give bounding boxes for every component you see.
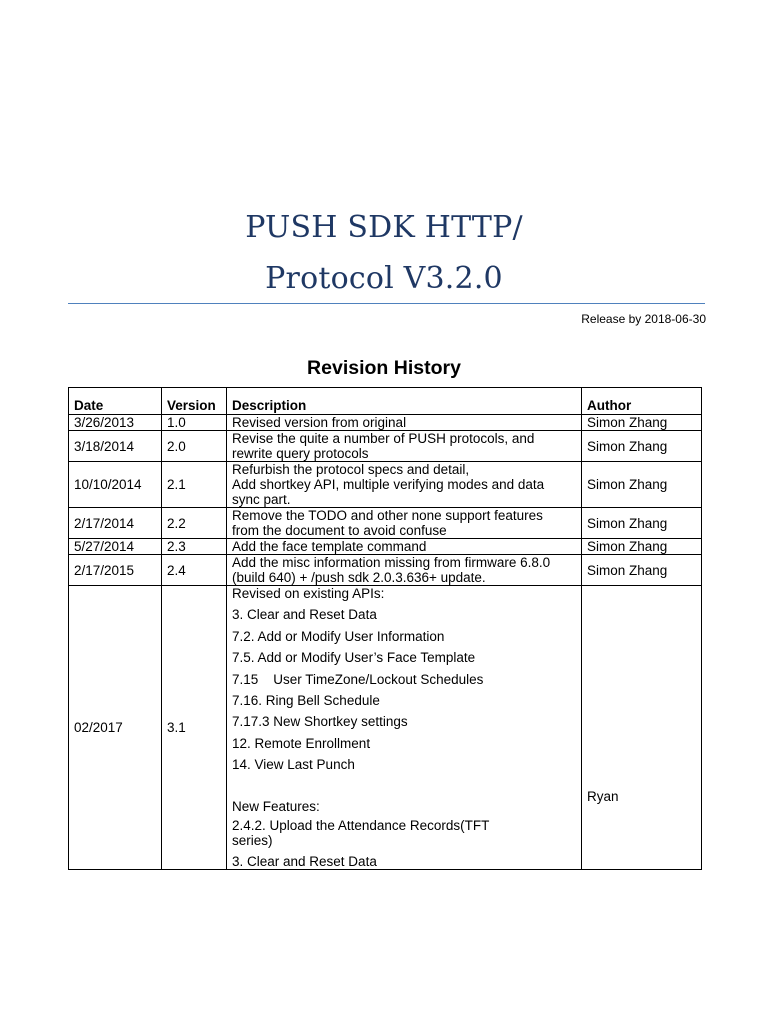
revised-item: 7.17.3 New Shortkey settings [232, 714, 408, 730]
row-author: Simon Zhang [582, 555, 702, 586]
revised-item: 3. Clear and Reset Data [232, 607, 377, 623]
row-date: 3/26/2013 [69, 415, 162, 431]
row-version: 2.4 [162, 555, 227, 586]
header-date: Date [69, 388, 162, 415]
row-description [227, 586, 582, 870]
new-feature-item-continued: series) [232, 832, 273, 848]
row-date: 10/10/2014 [69, 462, 162, 508]
table-header-row [69, 388, 702, 415]
author-name: Ryan [587, 789, 619, 805]
title-divider [68, 303, 705, 304]
row-author: Simon Zhang [582, 508, 702, 539]
row-date: 2/17/2014 [69, 508, 162, 539]
row-version: 1.0 [162, 415, 227, 431]
description-line: Add the misc information missing from firmware 6.8.0 [232, 555, 551, 570]
description-line: Add the face template command [232, 539, 427, 554]
revised-item: 7.15 User TimeZone/Lockout Schedules [232, 671, 484, 687]
table-row [69, 415, 702, 431]
description-line: Revised version from original [232, 415, 407, 430]
row-author: Simon Zhang [582, 539, 702, 555]
row-author [582, 586, 702, 870]
row-description [227, 462, 582, 508]
description-line: Refurbish the protocol specs and detail, [232, 462, 470, 477]
table-row [69, 508, 702, 539]
row-description [227, 431, 582, 462]
revision-history-table [68, 387, 702, 870]
description-line: Revise the quite a number of PUSH protocols, and [232, 431, 535, 446]
spacer [232, 779, 576, 799]
release-date: Release by 2018-06-30 [581, 312, 706, 326]
description-intro: Revised on existing APIs: [232, 586, 385, 601]
row-version: 2.1 [162, 462, 227, 508]
revised-item: 12. Remote Enrollment [232, 735, 371, 751]
row-date: 3/18/2014 [69, 431, 162, 462]
table-row [69, 431, 702, 462]
description-line: (build 640) + /push sdk 2.0.3.636+ update. [232, 570, 486, 585]
row-author: Simon Zhang [582, 415, 702, 431]
document-title-line-2: Protocol V3.2.0 [265, 261, 503, 296]
header-author: Author [582, 388, 702, 415]
header-description: Description [227, 388, 582, 415]
header-version: Version [162, 388, 227, 415]
table-row [69, 539, 702, 555]
new-feature-item: 3. Clear and Reset Data [232, 853, 377, 869]
row-version: 2.2 [162, 508, 227, 539]
table-row [69, 555, 702, 586]
row-author: Simon Zhang [582, 462, 702, 508]
description-line: Add shortkey API, multiple verifying modes and data [232, 477, 545, 492]
row-author: Simon Zhang [582, 431, 702, 462]
description-line: Remove the TODO and other none support features [232, 508, 543, 523]
row-date: 5/27/2014 [69, 539, 162, 555]
table-row [69, 462, 702, 508]
row-description [227, 508, 582, 539]
document-title-line-1: PUSH SDK HTTP/ [245, 210, 523, 245]
new-features-label: New Features: [232, 798, 320, 814]
revised-item: 7.5. Add or Modify User’s Face Template [232, 650, 476, 666]
row-description [227, 539, 582, 555]
new-feature-item: 2.4.2. Upload the Attendance Records(TFT [232, 817, 490, 833]
row-description [227, 415, 582, 431]
row-description [227, 555, 582, 586]
description-line: rewrite query protocols [232, 446, 369, 461]
revised-item: 14. View Last Punch [232, 757, 355, 773]
description-line: from the document to avoid confuse [232, 523, 447, 538]
revised-item: 7.16. Ring Bell Schedule [232, 692, 380, 708]
revision-history-heading: Revision History [307, 357, 461, 379]
row-version: 2.0 [162, 431, 227, 462]
row-date: 02/2017 [69, 586, 162, 870]
row-version: 2.3 [162, 539, 227, 555]
row-date: 2/17/2015 [69, 555, 162, 586]
revised-item: 7.2. Add or Modify User Information [232, 628, 445, 644]
table-row [69, 586, 702, 870]
description-line: sync part. [232, 492, 291, 507]
row-version: 3.1 [162, 586, 227, 870]
